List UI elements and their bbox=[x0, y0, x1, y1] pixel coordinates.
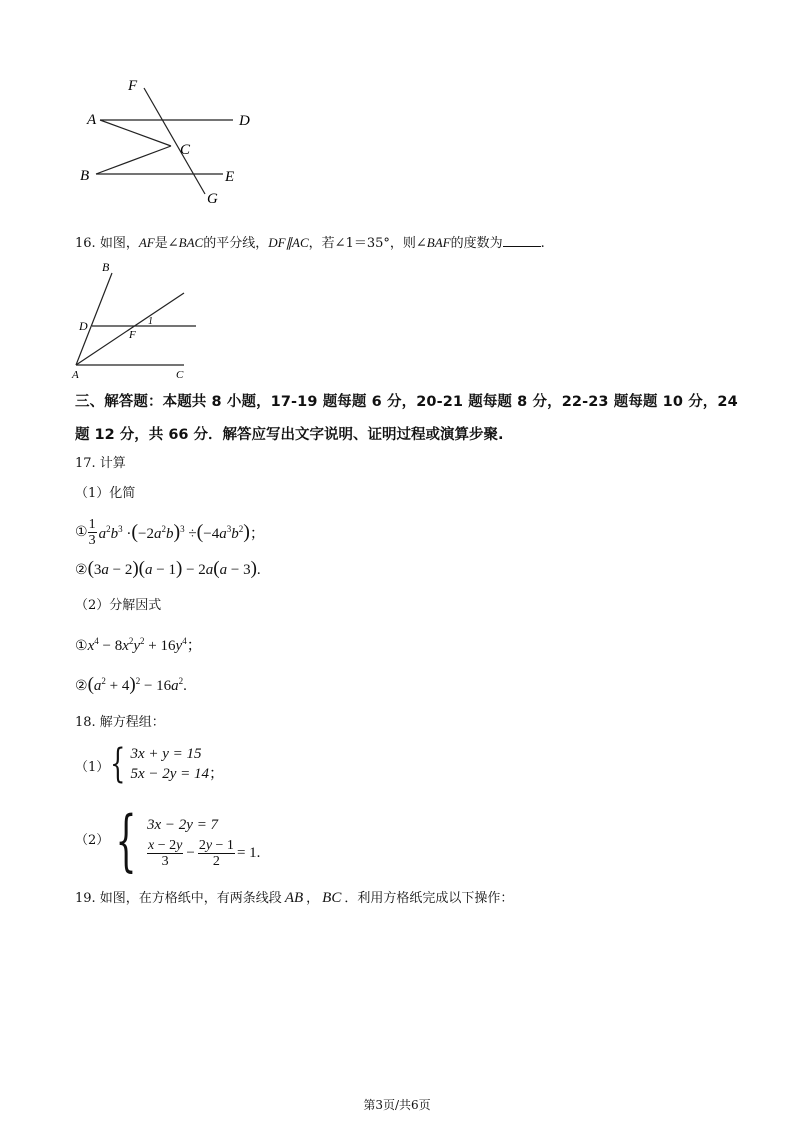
question-16 bbox=[75, 234, 545, 253]
q16-df-ac: DF∥AC bbox=[268, 235, 309, 250]
label-E: E bbox=[225, 169, 235, 185]
q18-eq1b: 5x − 2y = 14； bbox=[130, 766, 225, 782]
q17-item2-mark: ② bbox=[75, 562, 88, 578]
line-fg bbox=[144, 88, 205, 194]
q19-text: 19. 如图，在方格纸中，有两条线段 bbox=[75, 891, 282, 906]
label-A: A bbox=[87, 112, 97, 128]
q16-af: AF bbox=[138, 235, 155, 250]
q17-expression-3: $①x^4 - 8x^2y^2 + 16y^4$； bbox=[75, 636, 202, 654]
label-F: F bbox=[128, 78, 138, 94]
q16-baf: BAF bbox=[426, 235, 451, 250]
q19-sep: ， bbox=[306, 891, 320, 906]
q16-text5: 的度数为 bbox=[450, 236, 503, 251]
q17-part1: （1）化简 bbox=[75, 486, 136, 501]
q16-text2: 是∠ bbox=[154, 236, 179, 251]
brace-icon-2: { bbox=[115, 802, 137, 879]
label-1: 1 bbox=[148, 316, 153, 327]
q19-bc: BC bbox=[322, 890, 342, 906]
label-A2: A bbox=[72, 369, 79, 380]
figure-angle-bisector bbox=[66, 258, 206, 380]
brace-icon: { bbox=[110, 741, 126, 787]
section-3-line1: 三、解答题：本题共 8 小题，17-19 题每题 6 分，20-21 题每题 8 分，22-23 题每题 10 分，24 bbox=[75, 394, 738, 410]
q16-number: 16. bbox=[75, 236, 96, 251]
question-19 bbox=[75, 889, 513, 908]
label-D2: D bbox=[79, 319, 88, 333]
q18-eq1a: 3x + y = 15 bbox=[130, 746, 202, 762]
q18-part2-label: （2） bbox=[75, 833, 110, 848]
answer-blank bbox=[503, 234, 541, 247]
q16-text1: 如图， bbox=[99, 236, 139, 251]
q18-part1-label: （1） bbox=[75, 760, 110, 775]
q17-expression-1: ① $\frac{1}{3}$ $a^2b^3 \cdot(-2a^2b)^3 \div(-4a^3b^2)$； bbox=[75, 516, 265, 548]
label-G: G bbox=[207, 191, 218, 207]
line-ac bbox=[100, 120, 171, 146]
label-B: B bbox=[80, 168, 90, 184]
q16-bac: BAC bbox=[178, 235, 204, 250]
q17-title: 17. 计算 bbox=[75, 456, 126, 471]
label-F2: F bbox=[129, 329, 136, 341]
q18-eq2a: 3x − 2y = 7 bbox=[147, 816, 219, 833]
q16-end: . bbox=[540, 236, 545, 251]
q19-ab: AB bbox=[284, 890, 304, 906]
label-B2: B bbox=[102, 260, 110, 274]
q17-item4-mark: ② bbox=[75, 678, 88, 694]
page-footer: 第3页/共6页 bbox=[363, 1098, 431, 1112]
q16-text3: 的平分线， bbox=[203, 236, 269, 251]
section-3-line2: 题 12 分，共 66 分．解答应写出文字说明、证明过程或演算步聚. bbox=[75, 427, 504, 443]
line-bc bbox=[96, 146, 171, 174]
q18-title: 18. 解方程组： bbox=[75, 715, 165, 730]
label-D: D bbox=[239, 113, 250, 129]
q18-eq2b: $\frac{x - 2y}{3}$ − $\frac{2y - 1}{2}$ = 1. bbox=[148, 837, 261, 869]
q18-system-1 bbox=[105, 741, 225, 787]
q17-part2: （2）分解因式 bbox=[75, 598, 162, 613]
label-C2: C bbox=[176, 369, 184, 380]
figure-parallel-lines-1 bbox=[70, 70, 270, 215]
q18-system-2 bbox=[105, 802, 261, 879]
fraction-one-third: $\frac{1}{3}$ bbox=[88, 516, 96, 548]
q16-text4: ，若∠1＝35°，则∠ bbox=[308, 236, 427, 251]
q17-expression-2: ②(3a − 2)(a − 1) − 2a(a − 3). bbox=[75, 558, 261, 579]
label-C: C bbox=[180, 142, 191, 158]
q17-expression-4: $②(a^2 + 4)^2 - 16a^2$. bbox=[75, 674, 187, 695]
q17-item1-mark: ① bbox=[75, 524, 88, 540]
q17-item3-mark: ① bbox=[75, 638, 88, 654]
q19-rest: ．利用方格纸完成以下操作： bbox=[344, 891, 514, 906]
